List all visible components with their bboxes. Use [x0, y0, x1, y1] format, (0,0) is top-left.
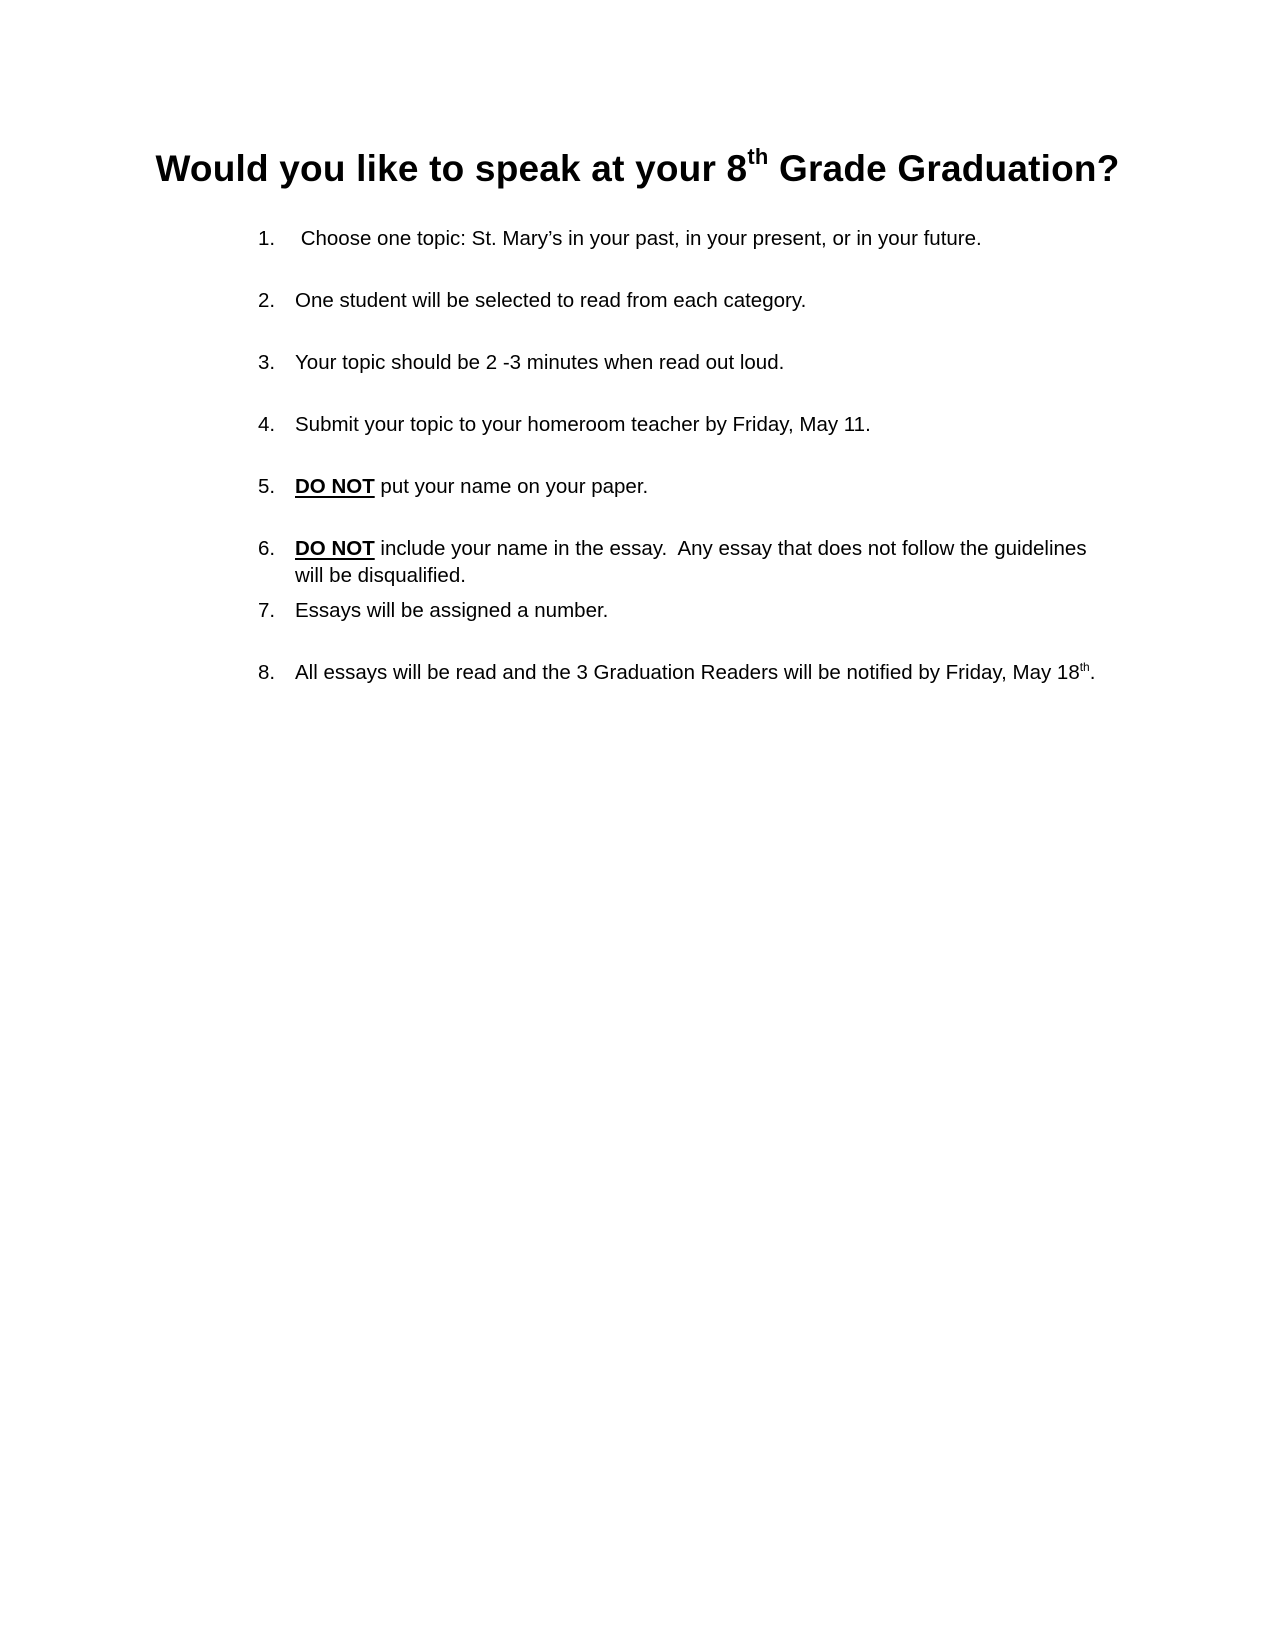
- title-text: Would you like to speak at your 8: [155, 148, 748, 189]
- item-number: 7.: [258, 599, 276, 622]
- item-text: [295, 535, 1118, 589]
- item-number: 4.: [258, 413, 276, 436]
- list-item: [258, 659, 1118, 686]
- emphasis-do-not: DO NOT: [295, 537, 375, 560]
- item-text: One student will be selected to read from each category.: [295, 289, 807, 312]
- item-superscript: th: [1079, 660, 1090, 675]
- item-number: 5.: [258, 475, 276, 498]
- item-text-rest: include your name in the essay. Any essay that does not follow the guidelines will be disqualified.: [295, 537, 1093, 587]
- list-item: [258, 349, 1118, 376]
- item-text: Submit your topic to your homeroom teacher by Friday, May 11.: [295, 413, 871, 436]
- item-text-main: All essays will be read and the 3 Graduation Readers will be notified by Friday, May 18: [295, 661, 1080, 684]
- list-item: [258, 597, 1118, 624]
- list-item: [258, 225, 1118, 252]
- emphasis-do-not: DO NOT: [295, 475, 375, 498]
- item-text-rest: put your name on your paper.: [374, 475, 649, 498]
- item-text: Essays will be assigned a number.: [295, 599, 609, 622]
- item-number: 2.: [258, 289, 276, 312]
- title-superscript: th: [747, 143, 769, 169]
- list-item: [258, 411, 1118, 438]
- guidelines-list: [258, 225, 1118, 684]
- item-text: Choose one topic: St. Mary’s in your past, in your present, or in your future.: [295, 227, 982, 250]
- item-number: 8.: [258, 661, 276, 684]
- list-item: [258, 535, 1118, 589]
- item-text-end: .: [1089, 661, 1096, 684]
- title-text-end: Grade Graduation?: [768, 148, 1120, 189]
- item-number: 3.: [258, 351, 276, 374]
- item-text: [295, 659, 1118, 686]
- list-item: [258, 287, 1118, 314]
- item-number: 6.: [258, 537, 276, 560]
- item-number: 1.: [258, 227, 276, 250]
- list-item: [258, 473, 1118, 500]
- item-text: Your topic should be 2 -3 minutes when read out loud.: [295, 351, 785, 374]
- item-text: [295, 473, 1118, 500]
- page-title: [0, 143, 1275, 190]
